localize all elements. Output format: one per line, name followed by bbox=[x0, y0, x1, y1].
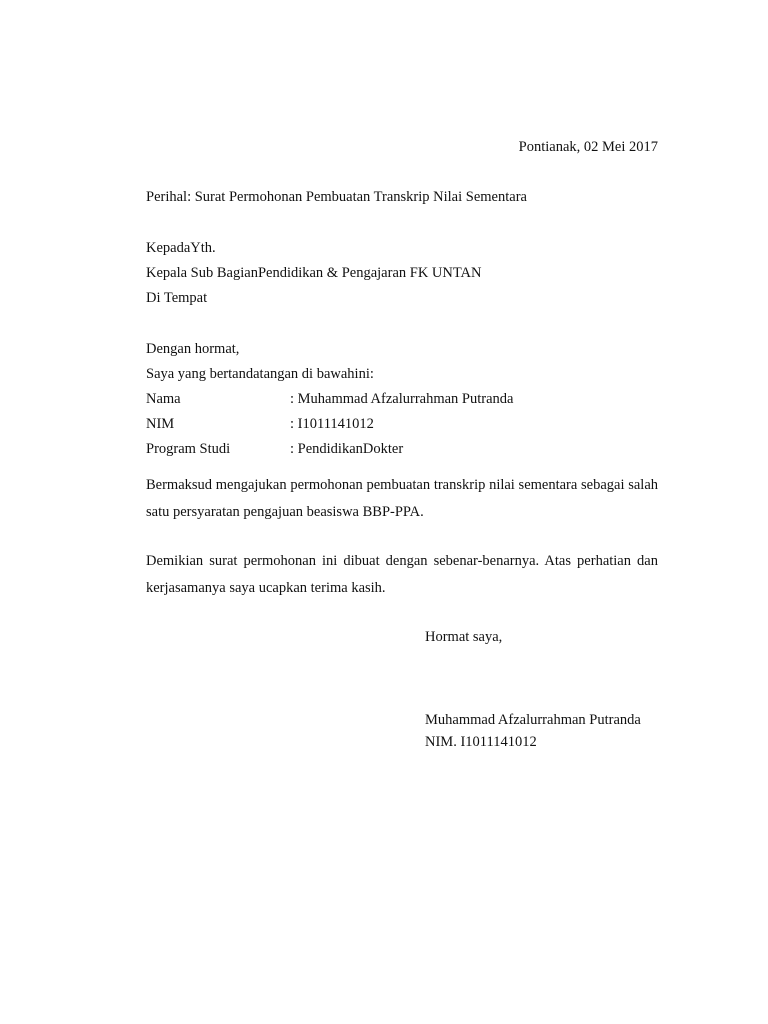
field-value: : Muhammad Afzalurrahman Putranda bbox=[290, 391, 514, 407]
request-paragraph: Bermaksud mengajukan permohonan pembuatan transkrip nilai sementara sebagai salah satu persyaratan pengajuan beasiswa BBP-PPA. bbox=[146, 477, 658, 520]
field-row-nim bbox=[146, 417, 374, 432]
recipient-title: Kepala Sub BagianPendidikan & Pengajaran FK UNTAN bbox=[146, 265, 482, 281]
field-row-program-studi bbox=[146, 442, 403, 457]
field-label: Program Studi bbox=[146, 441, 231, 457]
field-label: Nama bbox=[146, 391, 181, 407]
field-label: NIM bbox=[146, 416, 175, 432]
closing-paragraph: Demikian surat permohonan ini dibuat dengan sebenar-benarnya. Atas perhatian dan kerjasamanya saya ucapkan terima kasih. bbox=[146, 553, 658, 596]
field-row-nama bbox=[146, 392, 513, 407]
closing-salutation: Hormat saya, bbox=[425, 629, 503, 645]
intro-line: Saya yang bertandatangan di bawahini: bbox=[146, 366, 374, 382]
signer-nim: NIM. I1011141012 bbox=[425, 734, 537, 750]
field-value: : I1011141012 bbox=[290, 416, 374, 432]
recipient-location: Di Tempat bbox=[146, 290, 208, 306]
place-date: Pontianak, 02 Mei 2017 bbox=[518, 139, 658, 155]
subject-line: Perihal: Surat Permohonan Pembuatan Transkrip Nilai Sementara bbox=[146, 189, 527, 205]
recipient-salutation: KepadaYth. bbox=[146, 240, 216, 256]
greeting: Dengan hormat, bbox=[146, 341, 240, 357]
field-value: : PendidikanDokter bbox=[290, 441, 404, 457]
signer-name: Muhammad Afzalurrahman Putranda bbox=[425, 712, 641, 728]
